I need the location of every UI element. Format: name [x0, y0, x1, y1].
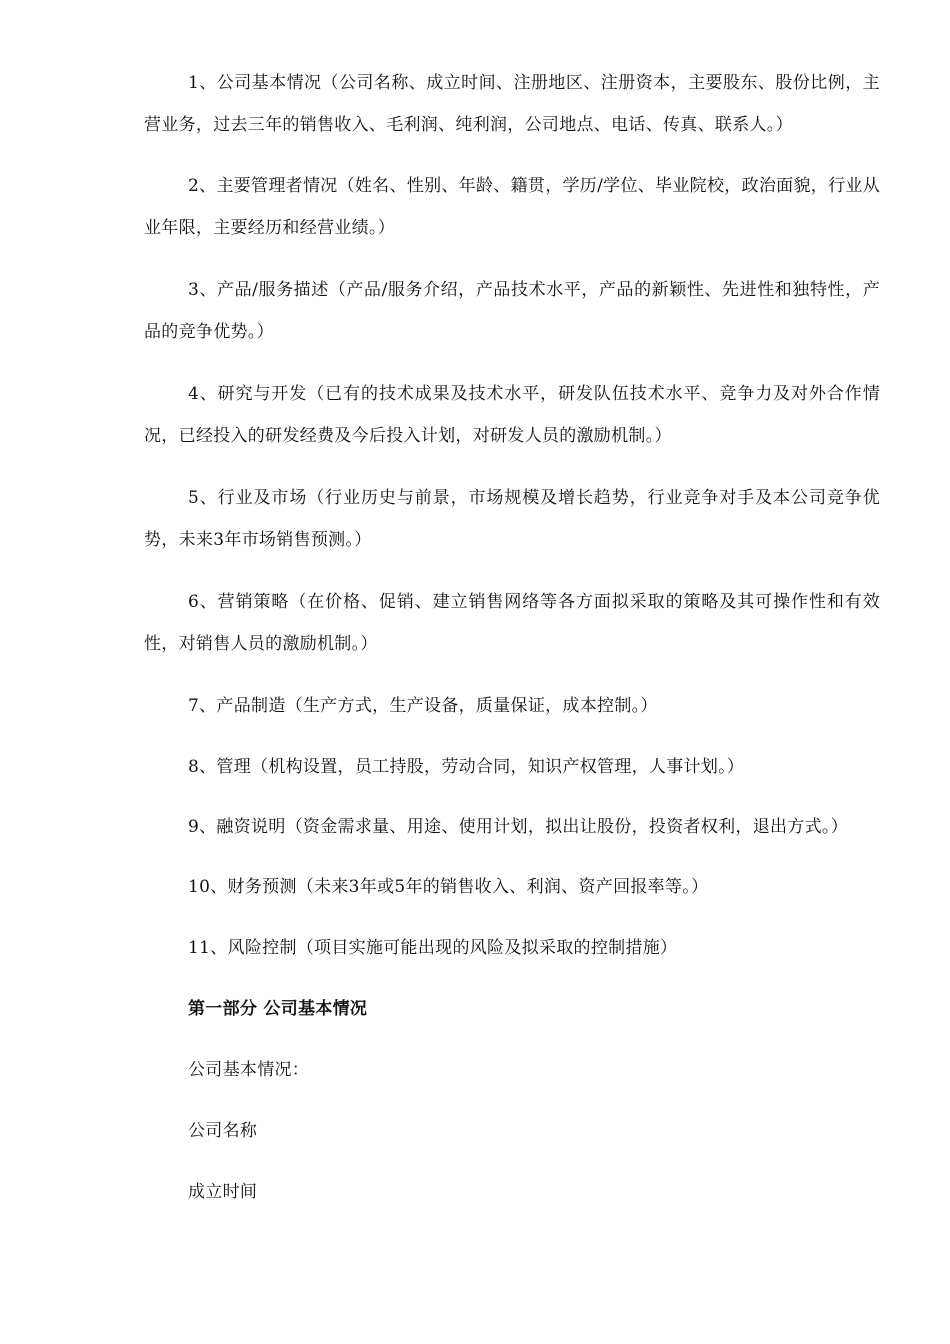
section-heading: 第一部分 公司基本情况	[188, 999, 368, 1019]
list-item-1: 1、公司基本情况（公司名称、成立时间、注册地区、注册资本，主要股东、股份比例，主营业务，过去三年的销售收入、毛利润、纯利润，公司地点、电话、传真、联系人。）	[144, 73, 880, 135]
list-item-4: 4、研究与开发（已有的技术成果及技术水平，研发队伍技术水平、竞争力及对外合作情况，已经投入的研发经费及今后投入计划，对研发人员的激励机制。）	[144, 384, 880, 446]
section-intro: 公司基本情况：	[188, 1060, 310, 1080]
list-item-7: 7、产品制造（生产方式，生产设备，质量保证，成本控制。）	[188, 696, 658, 716]
list-item-10: 10、财务预测（未来3年或5年的销售收入、利润、资产回报率等。）	[188, 877, 709, 897]
list-item-8: 8、管理（机构设置，员工持股，劳动合同，知识产权管理，人事计划。）	[188, 757, 745, 777]
field-company-name: 公司名称	[188, 1121, 258, 1141]
list-item-9: 9、融资说明（资金需求量、用途、使用计划，拟出让股份，投资者权利，退出方式。）	[188, 817, 849, 837]
list-item-11: 11、风险控制（项目实施可能出现的风险及拟采取的控制措施）	[188, 938, 678, 958]
list-item-6: 6、营销策略（在价格、促销、建立销售网络等各方面拟采取的策略及其可操作性和有效性，对销售人员的激励机制。）	[144, 592, 880, 654]
list-item-3: 3、产品/服务描述（产品/服务介绍，产品技术水平，产品的新颖性、先进性和独特性，产品的竞争优势。）	[144, 280, 881, 342]
list-item-5: 5、行业及市场（行业历史与前景，市场规模及增长趋势，行业竞争对手及本公司竞争优势，未来3年市场销售预测。）	[144, 488, 880, 550]
list-item-2: 2、主要管理者情况（姓名、性别、年龄、籍贯，学历/学位、毕业院校，政治面貌，行业从业年限，主要经历和经营业绩。）	[144, 176, 880, 238]
field-founding-date: 成立时间	[188, 1182, 258, 1202]
